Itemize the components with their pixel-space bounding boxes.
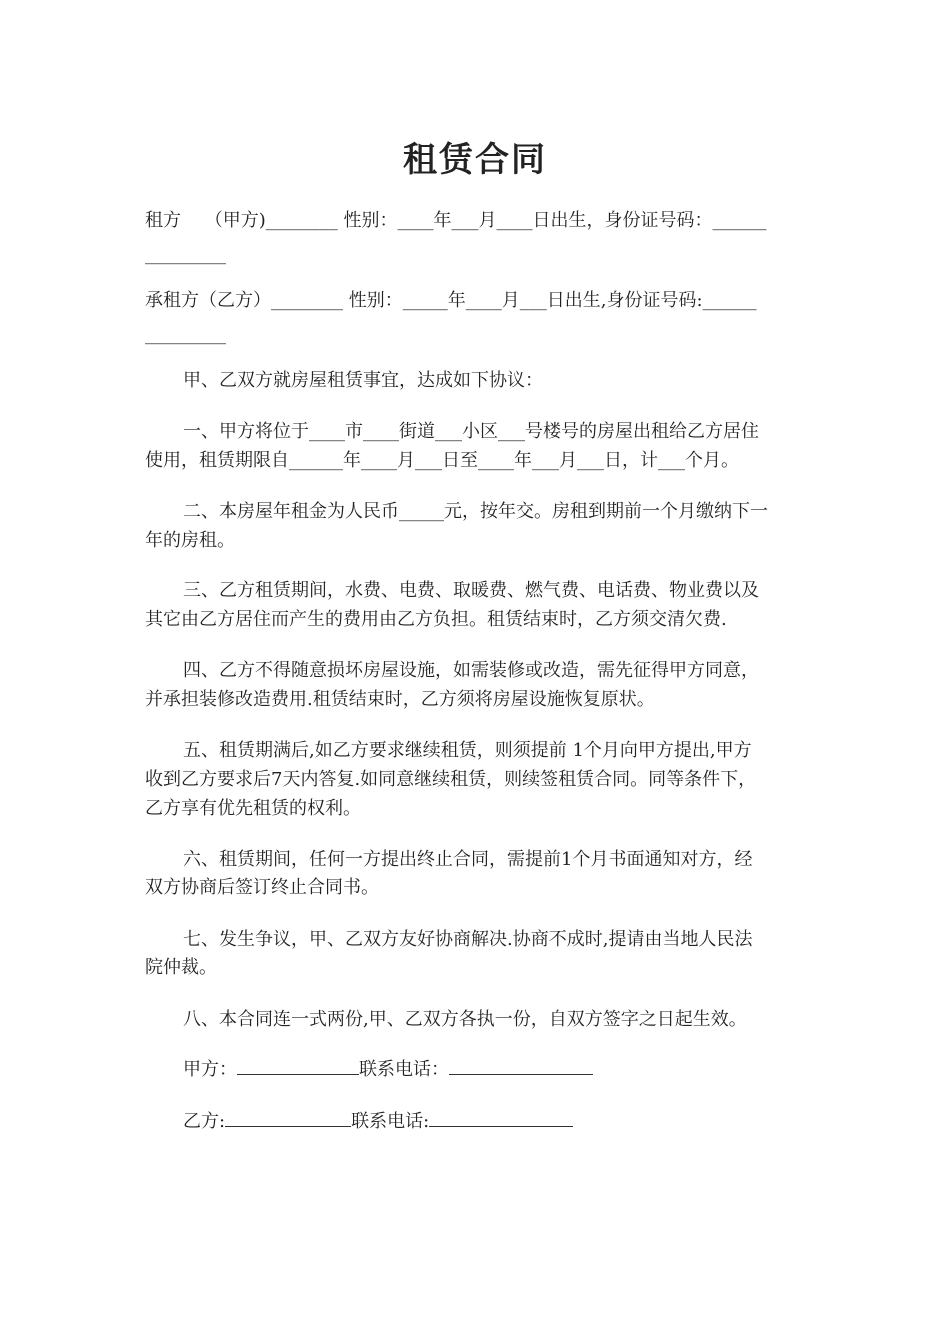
clause-6-line-2: 双方协商后签订终止合同书。 [145, 877, 379, 898]
clause-4-line-1: 四、乙方不得随意损坏房屋设施，如需装修或改造，需先征得甲方同意， [183, 660, 759, 681]
signature-b-phone-blank [429, 1108, 573, 1127]
clause-4-line-2: 并承担装修改造费用.租赁结束时，乙方须将房屋设施恢复原状。 [145, 689, 655, 710]
signature-b-label: 乙方: [183, 1111, 226, 1132]
signature-b-phone-label: 联系电话: [351, 1111, 430, 1132]
clause-2-line-2: 年的房租。 [145, 530, 235, 551]
signature-b-line [183, 1107, 807, 1137]
signature-a-label: 甲方： [183, 1059, 237, 1080]
lessee-line-2: _________ [145, 324, 226, 345]
signature-b-blank [225, 1108, 351, 1127]
signature-a-phone-blank [449, 1056, 593, 1075]
intro-paragraph: 甲、乙双方就房屋租赁事宜，达成如下协议： [183, 370, 543, 391]
clause-5-line-1: 五、租赁期满后,如乙方要求继续租赁，则须提前 1个月向甲方提出,甲方 [183, 740, 752, 761]
clause-1-line-2: 使用，租赁期限自______年____月___日至____年___月___日，计___个月。 [145, 450, 739, 471]
signature-a-blank [237, 1056, 359, 1075]
clause-5-line-2: 收到乙方要求后7天内答复.如同意继续租赁，则续签租赁合同。同等条件下， [145, 769, 757, 790]
lessor-line-2: _________ [145, 244, 226, 265]
clause-7-line-1: 七、发生争议，甲、乙双方友好协商解决.协商不成时,提请由当地人民法 [183, 929, 753, 950]
page-title: 租赁合同 [403, 140, 547, 180]
clause-6-line-1: 六、租赁期间，任何一方提出终止合同，需提前1个月书面通知对方，经 [183, 849, 753, 870]
lessee-line-1: 承租方（乙方）________ 性别：_____年____月___日出生,身份证号码:______ [145, 290, 757, 311]
clause-2-line-1: 二、本房屋年租金为人民币_____元，按年交。房租到期前一个月缴纳下一 [183, 501, 768, 522]
clause-8: 八、本合同连一式两份,甲、乙双方各执一份，自双方签字之日起生效。 [183, 1009, 747, 1030]
clause-5-line-3: 乙方享有优先租赁的权利。 [145, 798, 361, 819]
clause-1-line-1: 一、甲方将位于____市____街道___小区___号楼号的房屋出租给乙方居住 [183, 421, 759, 442]
signature-a-line [183, 1055, 807, 1085]
clause-7-line-2: 院仲裁。 [145, 957, 217, 978]
clause-3-line-1: 三、乙方租赁期间，水费、电费、取暖费、燃气费、电话费、物业费以及 [183, 580, 759, 601]
clause-3-line-2: 其它由乙方居住而产生的费用由乙方负担。租赁结束时，乙方须交清欠费. [145, 609, 727, 630]
lessor-line-1: 租方 （甲方)________ 性别：____年___月____日出生，身份证号码：______ [145, 210, 767, 231]
signature-a-phone-label: 联系电话： [359, 1059, 449, 1080]
